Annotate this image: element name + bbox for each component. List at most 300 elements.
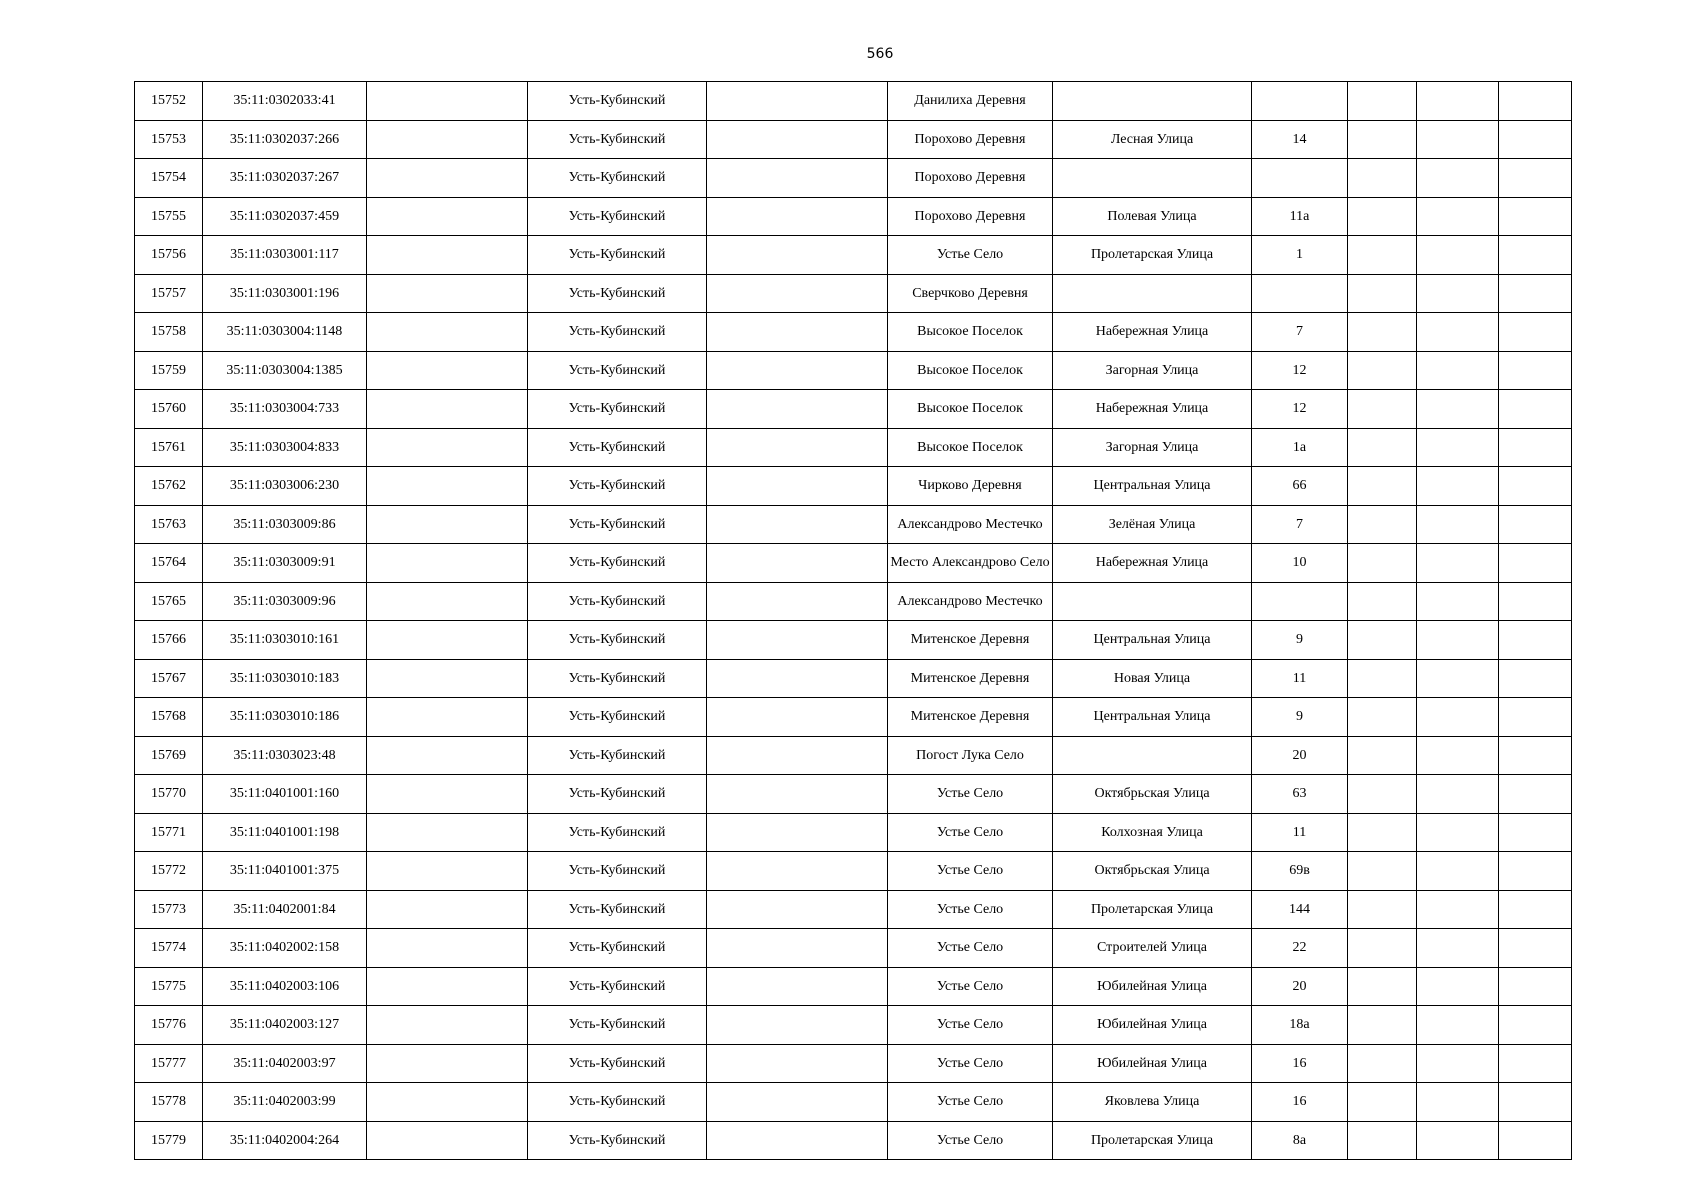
empty-cell [707, 351, 888, 390]
house-number-cell: 69в [1252, 852, 1348, 891]
empty-cell [367, 736, 528, 775]
table-row [135, 1121, 1572, 1160]
empty-cell [1499, 428, 1572, 467]
house-number-cell: 66 [1252, 467, 1348, 506]
row-number-cell: 15774 [135, 929, 203, 968]
house-number-cell: 9 [1252, 698, 1348, 737]
empty-cell [1417, 197, 1499, 236]
row-number-cell: 15775 [135, 967, 203, 1006]
settlement-cell: Устье Село [888, 890, 1053, 929]
empty-cell [1348, 813, 1417, 852]
cadastral-number-cell: 35:11:0303004:733 [203, 390, 367, 429]
district-cell: Усть-Кубинский [528, 1044, 707, 1083]
empty-cell [367, 313, 528, 352]
cadastral-number-cell: 35:11:0303010:186 [203, 698, 367, 737]
empty-cell [1417, 313, 1499, 352]
empty-cell [367, 159, 528, 198]
district-cell: Усть-Кубинский [528, 698, 707, 737]
empty-cell [1499, 929, 1572, 968]
settlement-cell: Устье Село [888, 967, 1053, 1006]
settlement-cell: Высокое Поселок [888, 390, 1053, 429]
cadastral-number-cell: 35:11:0402003:106 [203, 967, 367, 1006]
row-number-cell: 15755 [135, 197, 203, 236]
table-row [135, 736, 1572, 775]
empty-cell [1499, 967, 1572, 1006]
empty-cell [367, 390, 528, 429]
empty-cell [1348, 582, 1417, 621]
street-cell: Октябрьская Улица [1053, 775, 1252, 814]
settlement-cell: Высокое Поселок [888, 428, 1053, 467]
street-cell: Яковлева Улица [1053, 1083, 1252, 1122]
street-cell: Центральная Улица [1053, 698, 1252, 737]
empty-cell [367, 1121, 528, 1160]
cadastral-number-cell: 35:11:0302037:267 [203, 159, 367, 198]
empty-cell [1417, 428, 1499, 467]
settlement-cell: Высокое Поселок [888, 351, 1053, 390]
empty-cell [707, 428, 888, 467]
empty-cell [1499, 852, 1572, 891]
empty-cell [1499, 467, 1572, 506]
cadastral-number-cell: 35:11:0302037:266 [203, 120, 367, 159]
empty-cell [1499, 1006, 1572, 1045]
row-number-cell: 15754 [135, 159, 203, 198]
district-cell: Усть-Кубинский [528, 351, 707, 390]
row-number-cell: 15771 [135, 813, 203, 852]
empty-cell [1348, 775, 1417, 814]
empty-cell [1499, 736, 1572, 775]
empty-cell [707, 775, 888, 814]
table-row [135, 313, 1572, 352]
street-cell [1053, 582, 1252, 621]
empty-cell [1499, 236, 1572, 275]
empty-cell [1348, 621, 1417, 660]
street-cell: Центральная Улица [1053, 467, 1252, 506]
street-cell: Набережная Улица [1053, 313, 1252, 352]
empty-cell [707, 1121, 888, 1160]
row-number-cell: 15778 [135, 1083, 203, 1122]
empty-cell [1417, 274, 1499, 313]
empty-cell [1417, 775, 1499, 814]
district-cell: Усть-Кубинский [528, 313, 707, 352]
row-number-cell: 15765 [135, 582, 203, 621]
registry-table [134, 81, 1572, 1160]
street-cell [1053, 82, 1252, 121]
empty-cell [707, 698, 888, 737]
empty-cell [367, 890, 528, 929]
table-row [135, 698, 1572, 737]
district-cell: Усть-Кубинский [528, 813, 707, 852]
street-cell [1053, 736, 1252, 775]
house-number-cell: 7 [1252, 313, 1348, 352]
table-row [135, 120, 1572, 159]
empty-cell [367, 544, 528, 583]
empty-cell [707, 544, 888, 583]
district-cell: Усть-Кубинский [528, 236, 707, 275]
street-cell: Октябрьская Улица [1053, 852, 1252, 891]
house-number-cell: 11а [1252, 197, 1348, 236]
empty-cell [1348, 313, 1417, 352]
empty-cell [707, 1006, 888, 1045]
row-number-cell: 15766 [135, 621, 203, 660]
empty-cell [367, 1044, 528, 1083]
empty-cell [1348, 159, 1417, 198]
settlement-cell: Погост Лука Село [888, 736, 1053, 775]
empty-cell [367, 659, 528, 698]
row-number-cell: 15760 [135, 390, 203, 429]
house-number-cell: 10 [1252, 544, 1348, 583]
district-cell: Усть-Кубинский [528, 582, 707, 621]
house-number-cell: 20 [1252, 736, 1348, 775]
cadastral-number-cell: 35:11:0303004:833 [203, 428, 367, 467]
settlement-cell: Чирково Деревня [888, 467, 1053, 506]
empty-cell [1417, 582, 1499, 621]
empty-cell [707, 120, 888, 159]
street-cell: Юбилейная Улица [1053, 1006, 1252, 1045]
empty-cell [367, 813, 528, 852]
empty-cell [367, 967, 528, 1006]
empty-cell [1499, 775, 1572, 814]
table-row [135, 621, 1572, 660]
table-row [135, 159, 1572, 198]
empty-cell [1499, 120, 1572, 159]
table-row [135, 197, 1572, 236]
street-cell: Зелёная Улица [1053, 505, 1252, 544]
empty-cell [1499, 1044, 1572, 1083]
row-number-cell: 15769 [135, 736, 203, 775]
settlement-cell: Порохово Деревня [888, 197, 1053, 236]
street-cell: Набережная Улица [1053, 390, 1252, 429]
empty-cell [1499, 621, 1572, 660]
cadastral-number-cell: 35:11:0401001:198 [203, 813, 367, 852]
empty-cell [367, 852, 528, 891]
row-number-cell: 15764 [135, 544, 203, 583]
row-number-cell: 15779 [135, 1121, 203, 1160]
house-number-cell: 63 [1252, 775, 1348, 814]
empty-cell [1348, 467, 1417, 506]
house-number-cell [1252, 82, 1348, 121]
empty-cell [707, 1083, 888, 1122]
empty-cell [707, 313, 888, 352]
cadastral-number-cell: 35:11:0303010:183 [203, 659, 367, 698]
table-row [135, 1083, 1572, 1122]
empty-cell [1417, 698, 1499, 737]
empty-cell [707, 505, 888, 544]
empty-cell [1348, 698, 1417, 737]
house-number-cell: 144 [1252, 890, 1348, 929]
empty-cell [1499, 582, 1572, 621]
empty-cell [367, 698, 528, 737]
table-row [135, 1006, 1572, 1045]
empty-cell [707, 197, 888, 236]
empty-cell [707, 659, 888, 698]
empty-cell [1348, 197, 1417, 236]
empty-cell [1499, 505, 1572, 544]
empty-cell [367, 274, 528, 313]
row-number-cell: 15753 [135, 120, 203, 159]
district-cell: Усть-Кубинский [528, 736, 707, 775]
cadastral-number-cell: 35:11:0303001:117 [203, 236, 367, 275]
empty-cell [1499, 698, 1572, 737]
empty-cell [1417, 505, 1499, 544]
empty-cell [1348, 120, 1417, 159]
cadastral-number-cell: 35:11:0303009:96 [203, 582, 367, 621]
table-row [135, 236, 1572, 275]
cadastral-number-cell: 35:11:0303010:161 [203, 621, 367, 660]
page-number: 566 [866, 46, 894, 62]
street-cell: Набережная Улица [1053, 544, 1252, 583]
empty-cell [1348, 929, 1417, 968]
table-row [135, 390, 1572, 429]
house-number-cell: 9 [1252, 621, 1348, 660]
cadastral-number-cell: 35:11:0401001:375 [203, 852, 367, 891]
settlement-cell: Устье Село [888, 1044, 1053, 1083]
empty-cell [1348, 428, 1417, 467]
table-row [135, 967, 1572, 1006]
table-row [135, 1044, 1572, 1083]
district-cell: Усть-Кубинский [528, 659, 707, 698]
empty-cell [1499, 390, 1572, 429]
table-row [135, 775, 1572, 814]
empty-cell [1417, 736, 1499, 775]
empty-cell [1348, 236, 1417, 275]
district-cell: Усть-Кубинский [528, 890, 707, 929]
settlement-cell: Устье Село [888, 1006, 1053, 1045]
table-row [135, 274, 1572, 313]
house-number-cell [1252, 159, 1348, 198]
empty-cell [367, 197, 528, 236]
empty-cell [1417, 929, 1499, 968]
street-cell: Лесная Улица [1053, 120, 1252, 159]
empty-cell [1499, 159, 1572, 198]
settlement-cell: Устье Село [888, 1083, 1053, 1122]
empty-cell [707, 467, 888, 506]
empty-cell [707, 82, 888, 121]
empty-cell [1499, 197, 1572, 236]
empty-cell [367, 505, 528, 544]
district-cell: Усть-Кубинский [528, 967, 707, 1006]
table-row [135, 890, 1572, 929]
settlement-cell: Александрово Местечко [888, 582, 1053, 621]
row-number-cell: 15752 [135, 82, 203, 121]
cadastral-number-cell: 35:11:0303006:230 [203, 467, 367, 506]
empty-cell [367, 120, 528, 159]
empty-cell [1348, 274, 1417, 313]
empty-cell [1348, 852, 1417, 891]
row-number-cell: 15759 [135, 351, 203, 390]
empty-cell [1348, 82, 1417, 121]
table-row [135, 659, 1572, 698]
settlement-cell: Устье Село [888, 929, 1053, 968]
empty-cell [1348, 390, 1417, 429]
settlement-cell: Порохово Деревня [888, 159, 1053, 198]
district-cell: Усть-Кубинский [528, 505, 707, 544]
empty-cell [1348, 505, 1417, 544]
street-cell: Загорная Улица [1053, 428, 1252, 467]
house-number-cell: 11 [1252, 813, 1348, 852]
settlement-cell: Устье Село [888, 813, 1053, 852]
empty-cell [367, 236, 528, 275]
district-cell: Усть-Кубинский [528, 82, 707, 121]
empty-cell [1348, 544, 1417, 583]
cadastral-number-cell: 35:11:0303009:86 [203, 505, 367, 544]
district-cell: Усть-Кубинский [528, 159, 707, 198]
settlement-cell: Место Александрово Село [888, 544, 1053, 583]
settlement-cell: Александрово Местечко [888, 505, 1053, 544]
row-number-cell: 15767 [135, 659, 203, 698]
row-number-cell: 15772 [135, 852, 203, 891]
district-cell: Усть-Кубинский [528, 1083, 707, 1122]
empty-cell [1417, 120, 1499, 159]
empty-cell [707, 621, 888, 660]
house-number-cell: 11 [1252, 659, 1348, 698]
row-number-cell: 15763 [135, 505, 203, 544]
street-cell: Юбилейная Улица [1053, 1044, 1252, 1083]
empty-cell [1348, 890, 1417, 929]
empty-cell [1417, 236, 1499, 275]
settlement-cell: Митенское Деревня [888, 621, 1053, 660]
table-row [135, 351, 1572, 390]
empty-cell [1348, 1083, 1417, 1122]
table-row [135, 813, 1572, 852]
district-cell: Усть-Кубинский [528, 1006, 707, 1045]
empty-cell [1348, 967, 1417, 1006]
street-cell: Пролетарская Улица [1053, 236, 1252, 275]
house-number-cell: 16 [1252, 1044, 1348, 1083]
settlement-cell: Устье Село [888, 236, 1053, 275]
empty-cell [1499, 82, 1572, 121]
empty-cell [1417, 351, 1499, 390]
empty-cell [1417, 890, 1499, 929]
row-number-cell: 15768 [135, 698, 203, 737]
table-row [135, 428, 1572, 467]
empty-cell [707, 736, 888, 775]
table-row [135, 505, 1572, 544]
cadastral-number-cell: 35:11:0402001:84 [203, 890, 367, 929]
table-row [135, 544, 1572, 583]
empty-cell [367, 582, 528, 621]
district-cell: Усть-Кубинский [528, 120, 707, 159]
settlement-cell: Данилиха Деревня [888, 82, 1053, 121]
empty-cell [1417, 813, 1499, 852]
street-cell [1053, 274, 1252, 313]
cadastral-number-cell: 35:11:0402002:158 [203, 929, 367, 968]
empty-cell [1348, 351, 1417, 390]
house-number-cell: 7 [1252, 505, 1348, 544]
empty-cell [707, 890, 888, 929]
empty-cell [367, 775, 528, 814]
cadastral-number-cell: 35:11:0402003:127 [203, 1006, 367, 1045]
empty-cell [1499, 313, 1572, 352]
district-cell: Усть-Кубинский [528, 775, 707, 814]
empty-cell [1348, 1121, 1417, 1160]
empty-cell [707, 852, 888, 891]
house-number-cell: 1 [1252, 236, 1348, 275]
empty-cell [707, 813, 888, 852]
row-number-cell: 15758 [135, 313, 203, 352]
street-cell [1053, 159, 1252, 198]
street-cell: Колхозная Улица [1053, 813, 1252, 852]
row-number-cell: 15761 [135, 428, 203, 467]
empty-cell [707, 159, 888, 198]
district-cell: Усть-Кубинский [528, 929, 707, 968]
empty-cell [1499, 544, 1572, 583]
settlement-cell: Устье Село [888, 775, 1053, 814]
empty-cell [707, 967, 888, 1006]
empty-cell [1499, 659, 1572, 698]
cadastral-number-cell: 35:11:0302037:459 [203, 197, 367, 236]
house-number-cell: 22 [1252, 929, 1348, 968]
empty-cell [1417, 467, 1499, 506]
house-number-cell: 12 [1252, 351, 1348, 390]
row-number-cell: 15777 [135, 1044, 203, 1083]
cadastral-number-cell: 35:11:0303001:196 [203, 274, 367, 313]
empty-cell [1348, 1006, 1417, 1045]
house-number-cell: 1а [1252, 428, 1348, 467]
empty-cell [707, 929, 888, 968]
house-number-cell [1252, 582, 1348, 621]
empty-cell [367, 1006, 528, 1045]
row-number-cell: 15756 [135, 236, 203, 275]
row-number-cell: 15776 [135, 1006, 203, 1045]
empty-cell [1417, 390, 1499, 429]
district-cell: Усть-Кубинский [528, 621, 707, 660]
row-number-cell: 15757 [135, 274, 203, 313]
district-cell: Усть-Кубинский [528, 274, 707, 313]
street-cell: Юбилейная Улица [1053, 967, 1252, 1006]
row-number-cell: 15762 [135, 467, 203, 506]
empty-cell [367, 82, 528, 121]
empty-cell [1499, 1083, 1572, 1122]
district-cell: Усть-Кубинский [528, 1121, 707, 1160]
empty-cell [1499, 351, 1572, 390]
cadastral-number-cell: 35:11:0402003:97 [203, 1044, 367, 1083]
empty-cell [1499, 890, 1572, 929]
empty-cell [1499, 813, 1572, 852]
settlement-cell: Устье Село [888, 1121, 1053, 1160]
settlement-cell: Высокое Поселок [888, 313, 1053, 352]
empty-cell [1417, 1006, 1499, 1045]
street-cell: Центральная Улица [1053, 621, 1252, 660]
table-row [135, 467, 1572, 506]
row-number-cell: 15770 [135, 775, 203, 814]
district-cell: Усть-Кубинский [528, 467, 707, 506]
empty-cell [1417, 1083, 1499, 1122]
empty-cell [1417, 159, 1499, 198]
empty-cell [1417, 544, 1499, 583]
table-row [135, 852, 1572, 891]
cadastral-number-cell: 35:11:0303004:1385 [203, 351, 367, 390]
house-number-cell [1252, 274, 1348, 313]
house-number-cell: 18а [1252, 1006, 1348, 1045]
cadastral-number-cell: 35:11:0302033:41 [203, 82, 367, 121]
settlement-cell: Сверчково Деревня [888, 274, 1053, 313]
table-row [135, 82, 1572, 121]
street-cell: Новая Улица [1053, 659, 1252, 698]
table-body [135, 82, 1572, 1160]
empty-cell [1348, 736, 1417, 775]
empty-cell [1417, 852, 1499, 891]
empty-cell [1499, 274, 1572, 313]
empty-cell [707, 274, 888, 313]
empty-cell [1417, 82, 1499, 121]
cadastral-number-cell: 35:11:0303023:48 [203, 736, 367, 775]
empty-cell [367, 428, 528, 467]
cadastral-number-cell: 35:11:0303009:91 [203, 544, 367, 583]
cadastral-number-cell: 35:11:0402003:99 [203, 1083, 367, 1122]
street-cell: Загорная Улица [1053, 351, 1252, 390]
empty-cell [707, 1044, 888, 1083]
cadastral-number-cell: 35:11:0401001:160 [203, 775, 367, 814]
